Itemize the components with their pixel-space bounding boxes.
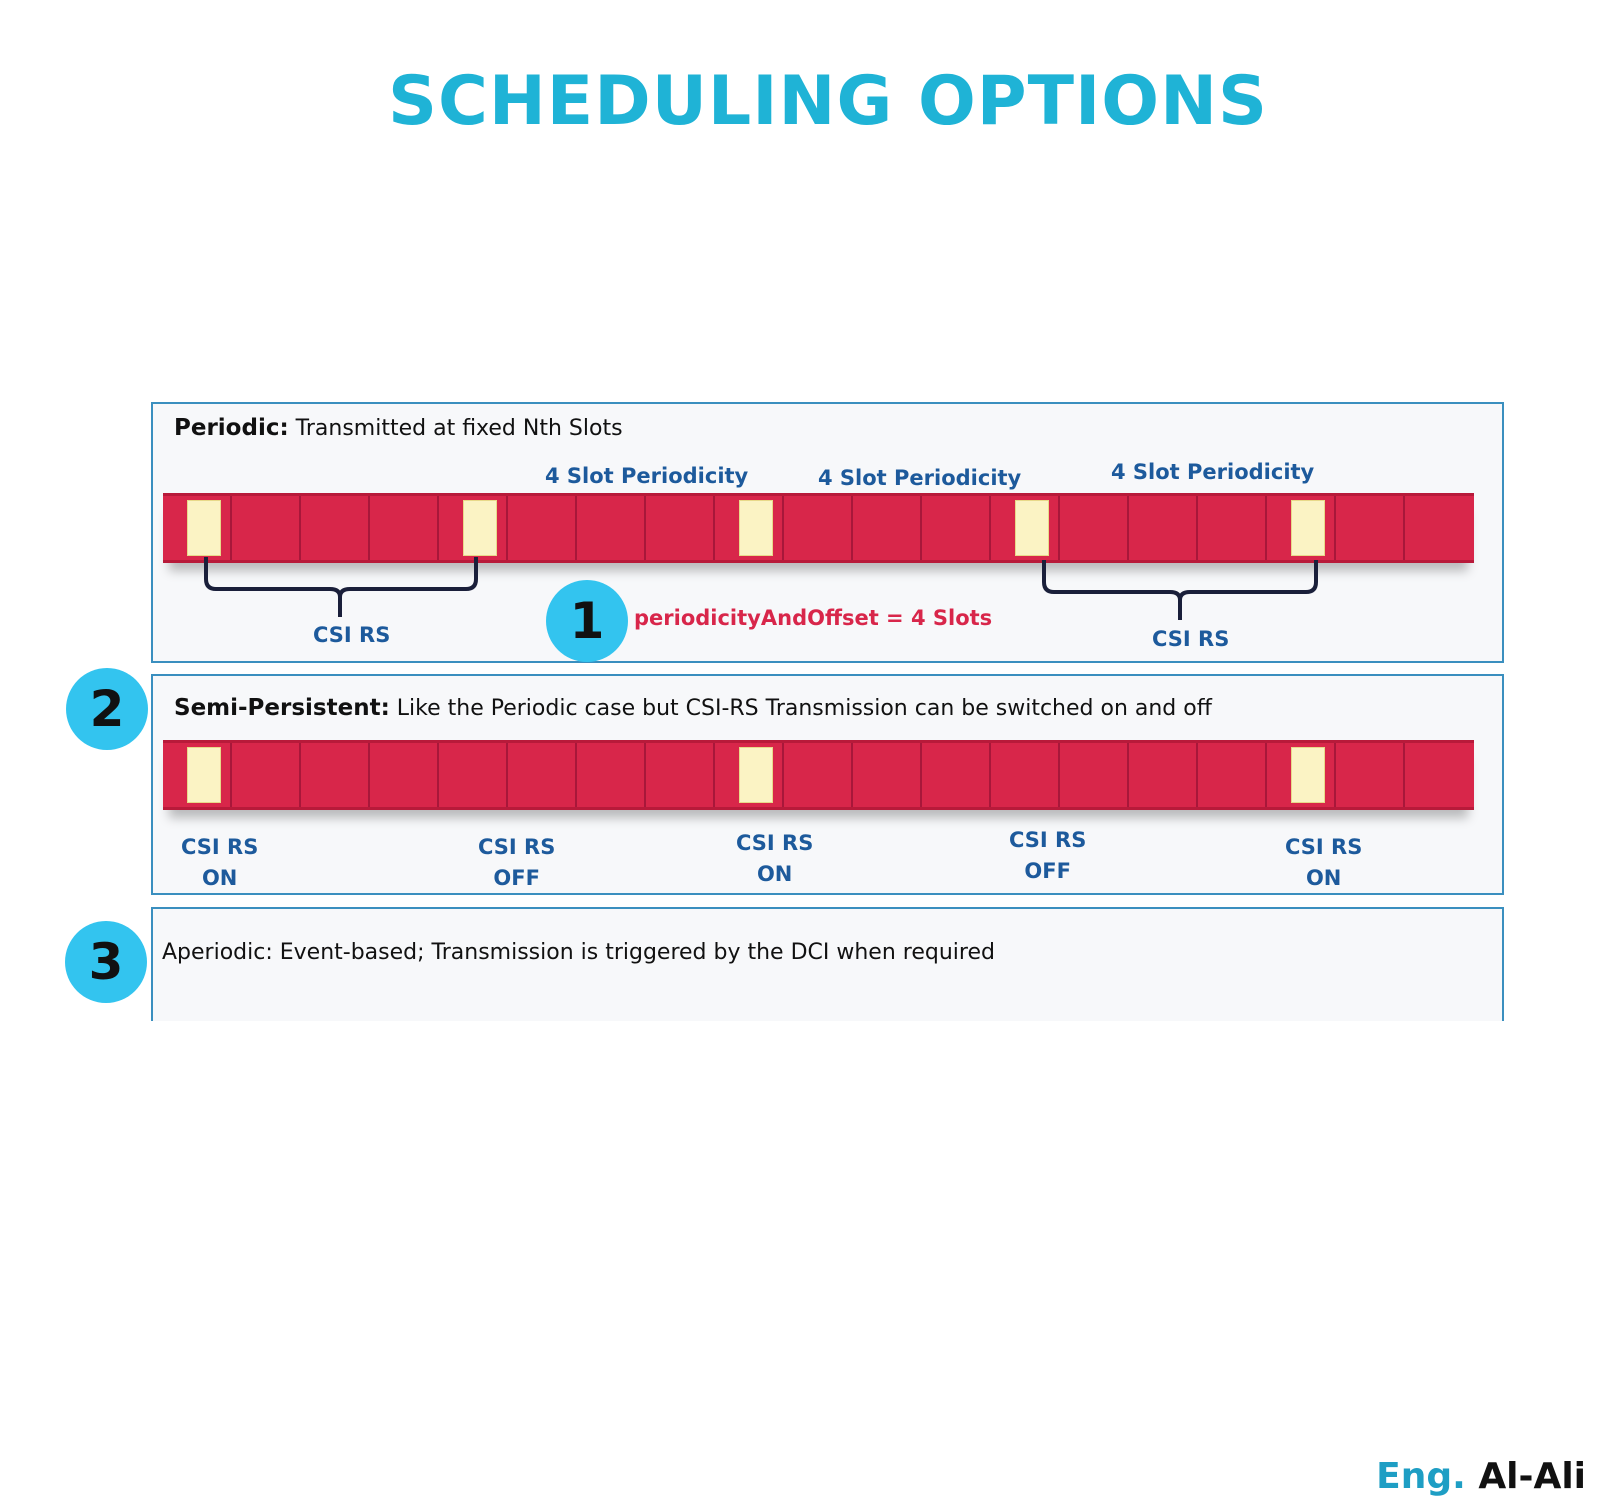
periodic-slot-strip [163, 493, 1474, 563]
semi-persistent-heading-bold: Semi-Persistent: [174, 695, 390, 721]
step-badge-1: 1 [546, 580, 628, 662]
semi-persistent-slot [922, 743, 991, 807]
periodic-heading [174, 415, 623, 441]
periodicity-label-2: 4 Slot Periodicity [818, 466, 1022, 490]
state-label-5-line1: CSI RS [1285, 835, 1363, 859]
semi-persistent-heading-text: Like the Periodic case but CSI-RS Transmission can be switched on and off [389, 696, 1212, 721]
state-label-2-line1: CSI RS [478, 835, 556, 859]
csi-rs-label-left: CSI RS [313, 623, 391, 647]
semi-persistent-slot [1060, 743, 1129, 807]
semi-persistent-slot [577, 743, 646, 807]
state-label-1-line1: CSI RS [181, 835, 259, 859]
periodic-slot [1405, 496, 1474, 560]
semi-persistent-slot [301, 743, 370, 807]
state-label-5 [1285, 832, 1362, 894]
state-label-1 [181, 832, 258, 894]
periodic-slot [508, 496, 577, 560]
state-label-3-line1: CSI RS [736, 831, 814, 855]
aperiodic-heading: Aperiodic: Event-based; Transmission is triggered by the DCI when required [162, 940, 995, 965]
step-badge-2: 2 [66, 668, 148, 750]
csi-rs-label-right: CSI RS [1152, 627, 1230, 651]
semi-persistent-csi-rs-marker [739, 747, 773, 803]
state-label-4 [1009, 825, 1086, 887]
periodic-slot [1198, 496, 1267, 560]
periodic-csi-rs-marker [463, 500, 497, 556]
periodic-csi-rs-marker [1015, 500, 1049, 556]
state-label-5-line2: ON [1305, 866, 1342, 890]
periodic-slot [646, 496, 715, 560]
periodic-csi-rs-marker [187, 500, 221, 556]
periodic-heading-bold: Periodic: [174, 415, 289, 441]
semi-persistent-slot [1336, 743, 1405, 807]
semi-persistent-csi-rs-marker [187, 747, 221, 803]
semi-persistent-csi-rs-marker [1291, 747, 1325, 803]
semi-persistent-slot [1129, 743, 1198, 807]
page-title: SCHEDULING OPTIONS [388, 62, 1268, 141]
periodic-slot [577, 496, 646, 560]
state-label-3 [736, 828, 813, 890]
periodic-slot [922, 496, 991, 560]
periodicity-label-1: 4 Slot Periodicity [545, 464, 749, 488]
periodic-slot [1129, 496, 1198, 560]
state-label-4-line1: CSI RS [1009, 828, 1087, 852]
state-label-2-line2: OFF [493, 866, 540, 890]
semi-persistent-slot [508, 743, 577, 807]
semi-persistent-slot [439, 743, 508, 807]
periodic-slot [370, 496, 439, 560]
semi-persistent-slot [232, 743, 301, 807]
semi-persistent-slot [370, 743, 439, 807]
signature-name: Al-Ali [1465, 1456, 1586, 1497]
semi-persistent-slot [991, 743, 1060, 807]
semi-persistent-slot-strip [163, 740, 1474, 810]
step-badge-3: 3 [65, 921, 147, 1003]
periodic-slot [301, 496, 370, 560]
periodic-csi-rs-marker [1291, 500, 1325, 556]
periodic-csi-rs-marker [739, 500, 773, 556]
semi-persistent-heading [174, 695, 1212, 721]
periodicity-label-3: 4 Slot Periodicity [1111, 460, 1315, 484]
state-label-1-line2: ON [201, 866, 238, 890]
periodic-slot [232, 496, 301, 560]
periodic-slot [1336, 496, 1405, 560]
semi-persistent-slot [1405, 743, 1474, 807]
semi-persistent-slot [853, 743, 922, 807]
author-signature [1376, 1456, 1586, 1497]
signature-prefix: Eng. [1376, 1456, 1466, 1497]
state-label-3-line2: ON [756, 862, 793, 886]
semi-persistent-slot [646, 743, 715, 807]
periodicity-formula: periodicityAndOffset = 4 Slots [634, 606, 993, 630]
state-label-2 [478, 832, 555, 894]
state-label-4-line2: OFF [1024, 859, 1071, 883]
periodic-slot [1060, 496, 1129, 560]
semi-persistent-slot [784, 743, 853, 807]
periodic-slot [784, 496, 853, 560]
semi-persistent-slot [1198, 743, 1267, 807]
periodic-slot [853, 496, 922, 560]
periodic-heading-text: Transmitted at fixed Nth Slots [288, 416, 623, 441]
